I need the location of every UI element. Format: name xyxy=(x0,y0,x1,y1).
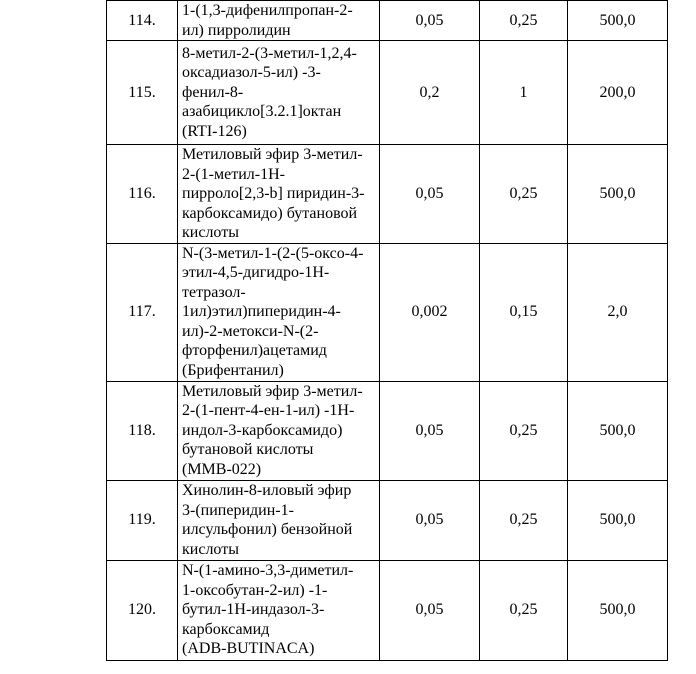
row-number: 115. xyxy=(107,41,178,145)
substance-name: 8-метил-2-(3-метил-1,2,4- оксадиазол-5-ил) -3- фенил-8- азабицикло[3.2.1]октан (RTI-126) xyxy=(178,41,380,145)
row-number: 117. xyxy=(107,243,178,381)
substance-name: Метиловый эфир 3-метил- 2-(1-пент-4-ен-1-ил) -1Н- индол-3-карбоксамидо) бутановой кислоты (MMB-022) xyxy=(178,381,380,480)
value-3: 200,0 xyxy=(568,41,668,145)
value-1: 0,05 xyxy=(380,560,480,660)
table-row xyxy=(107,480,668,560)
value-2: 0,25 xyxy=(480,145,568,244)
value-2: 0,25 xyxy=(480,381,568,480)
value-1: 0,2 xyxy=(380,41,480,145)
value-2: 0,25 xyxy=(480,1,568,41)
row-number: 116. xyxy=(107,145,178,244)
value-3: 500,0 xyxy=(568,145,668,244)
value-1: 0,05 xyxy=(380,1,480,41)
table-row xyxy=(107,560,668,660)
row-number: 119. xyxy=(107,480,178,560)
value-2: 0,25 xyxy=(480,480,568,560)
substance-name: N-(3-метил-1-(2-(5-оксо-4- этил-4,5-дигидро-1Н- тетразол- 1ил)этил)пиперидин-4- ил)-2-метокси-N-(2- фторфенил)ацетамид (Брифентанил) xyxy=(178,243,380,381)
table-row xyxy=(107,145,668,244)
value-1: 0,002 xyxy=(380,243,480,381)
value-3: 500,0 xyxy=(568,560,668,660)
substance-name: Метиловый эфир 3-метил- 2-(1-метил-1Н- пирроло[2,3-b] пиридин-3- карбоксамидо) бутановой кислоты xyxy=(178,145,380,244)
value-1: 0,05 xyxy=(380,381,480,480)
value-3: 2,0 xyxy=(568,243,668,381)
value-3: 500,0 xyxy=(568,1,668,41)
value-3: 500,0 xyxy=(568,381,668,480)
substance-name: 1-(1,3-дифенилпропан-2- ил) пирролидин xyxy=(178,1,380,41)
value-1: 0,05 xyxy=(380,145,480,244)
value-1: 0,05 xyxy=(380,480,480,560)
row-number: 114. xyxy=(107,1,178,41)
value-3: 500,0 xyxy=(568,480,668,560)
table-row xyxy=(107,41,668,145)
table-row xyxy=(107,243,668,381)
row-number: 120. xyxy=(107,560,178,660)
value-2: 0,15 xyxy=(480,243,568,381)
value-2: 1 xyxy=(480,41,568,145)
substances-table xyxy=(106,0,668,661)
value-2: 0,25 xyxy=(480,560,568,660)
substance-name: N-(1-амино-3,3-диметил- 1-оксобутан-2-ил) -1- бутил-1Н-индазол-3- карбоксамид (ADB-BUTINACA) xyxy=(178,560,380,660)
substance-name: Хинолин-8-иловый эфир 3-(пиперидин-1- илсульфонил) бензойной кислоты xyxy=(178,480,380,560)
table-row xyxy=(107,381,668,480)
table-row xyxy=(107,1,668,41)
row-number: 118. xyxy=(107,381,178,480)
